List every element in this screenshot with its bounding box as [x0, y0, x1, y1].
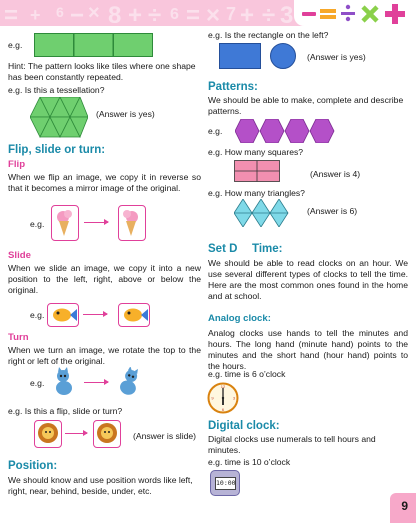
banner-symbol: 8 — [108, 2, 122, 26]
flip-text: When we flip an image, we copy it in reverse so that it becomes a mirror image of the original. — [8, 172, 201, 193]
patterns-text: We should be able to make, complete and describe patterns. — [208, 95, 404, 116]
time-heading: Time: — [252, 243, 283, 255]
digital-clock-text: Digital clocks use numerals to tell hours and minutes. — [208, 434, 376, 455]
time-text: We should be able to read clocks on an hour. We use several different types of clocks to tell the time. Here are the most common ones found in the home and at school. — [208, 258, 408, 301]
lion-moved — [93, 420, 121, 448]
squares-answer: (Answer is 4) — [310, 169, 361, 179]
patterns-heading: Patterns: — [208, 81, 258, 93]
analog-clock-text: Analog clocks use hands to tell the minutes and hours. The long hand (minute hand) points to the minutes and the short hand (hour hand) points to the hours. — [208, 328, 408, 371]
hint-text: Hint: The pattern looks like tiles where one shape has been constantly repeated. — [8, 61, 196, 82]
example-label: e.g. — [30, 219, 45, 229]
analog-clock-example: e.g. time is 6 o’clock — [208, 369, 286, 379]
digital-clock-icon — [210, 470, 240, 496]
cat-icon — [50, 367, 78, 397]
triangles-answer: (Answer is 6) — [307, 206, 358, 216]
lion-original — [34, 420, 62, 448]
turn-subheading: Turn — [8, 332, 29, 343]
cat-turned — [116, 367, 144, 397]
flip-subheading: Flip — [8, 159, 26, 170]
svg-text:12: 12 — [220, 384, 226, 389]
ice-cream-flipped — [118, 205, 146, 241]
banner-symbol: + — [30, 5, 41, 25]
ice-cream-icon — [119, 206, 145, 240]
banner-symbol: = — [186, 2, 201, 26]
position-text: We should know and use position words like left, right, near, behind, beside, under, etc. — [8, 475, 193, 496]
triangles-figure — [234, 199, 292, 230]
slide-text: When we slide an image, we copy it into a new position to the left, right, above or below the original. — [8, 263, 201, 295]
arrow-icon — [84, 222, 108, 223]
example-label: e.g. — [208, 126, 223, 136]
blue-rectangle — [219, 43, 261, 69]
turn-text: When we turn an image, we rotate the top to the right or left of the original. — [8, 345, 201, 366]
analog-clock-heading: Analog clock: — [208, 313, 271, 324]
lion-icon — [94, 421, 120, 447]
digital-clock-display: 10:00 — [215, 477, 236, 490]
banner-symbol: ÷ — [148, 2, 162, 26]
banner-symbol: = — [4, 2, 19, 26]
example-label: e.g. — [30, 378, 45, 388]
blue-circle — [270, 43, 296, 69]
svg-text:3: 3 — [232, 395, 236, 401]
equals-icon-bar — [320, 15, 336, 19]
arrow-icon — [84, 382, 108, 383]
arrow-icon — [83, 314, 107, 315]
banner-symbol: 6 — [170, 6, 179, 23]
tessellation-question: e.g. Is this a tessellation? — [8, 85, 105, 95]
digital-clock-heading: Digital clock: — [208, 420, 280, 432]
squares-figure — [234, 160, 280, 185]
fish-original — [47, 303, 79, 327]
cat-icon — [116, 367, 144, 397]
plus-icon — [384, 3, 406, 25]
flip-slide-turn-question: e.g. Is this a flip, slide or turn? — [8, 406, 123, 416]
ice-cream-icon — [52, 206, 78, 240]
squares-question: e.g. How many squares? — [208, 147, 304, 157]
flip-slide-turn-heading: Flip, slide or turn: — [8, 144, 106, 156]
fish-icon — [119, 304, 149, 326]
page-number: 9 — [401, 498, 408, 513]
banner-symbol: × — [206, 2, 221, 26]
banner-symbol: 6 — [56, 4, 64, 20]
svg-text:9: 9 — [211, 395, 214, 401]
fish-icon — [48, 304, 78, 326]
banner-symbol: + — [128, 2, 143, 26]
tile-rectangles — [34, 33, 154, 60]
equals-icon — [320, 9, 336, 13]
position-heading: Position: — [8, 460, 58, 472]
set-label: Set D — [208, 243, 238, 255]
multiply-icon — [360, 4, 380, 24]
minus-icon — [302, 12, 316, 16]
ice-cream-original — [51, 205, 79, 241]
cat-original — [50, 367, 78, 397]
banner-symbol: 3 — [280, 2, 294, 26]
banner-symbol: 7 — [226, 4, 237, 24]
banner-symbol: − — [70, 2, 85, 26]
analog-clock-icon — [207, 382, 239, 417]
example-label: e.g. — [8, 40, 23, 50]
fish-slid — [118, 303, 150, 327]
tessellation-answer: (Answer is yes) — [96, 109, 155, 119]
banner-symbol: + — [240, 2, 255, 26]
digital-clock-example: e.g. time is 10 o’clock — [208, 457, 291, 467]
divide-icon — [338, 3, 358, 23]
triangle-tessellation — [30, 97, 88, 142]
lion-icon — [35, 421, 61, 447]
slide-subheading: Slide — [8, 250, 31, 261]
example-label: e.g. — [30, 310, 45, 320]
flip-slide-turn-answer: (Answer is slide) — [133, 431, 197, 441]
arrow-icon — [65, 433, 87, 434]
svg-text:6: 6 — [221, 407, 225, 412]
rectangle-answer: (Answer is yes) — [307, 52, 366, 62]
rectangle-question: e.g. Is the rectangle on the left? — [208, 30, 329, 40]
hexagon-pattern — [235, 119, 335, 146]
banner-symbol: × — [88, 2, 100, 24]
triangles-question: e.g. How many triangles? — [208, 188, 305, 198]
banner-symbol: ÷ — [262, 2, 276, 26]
